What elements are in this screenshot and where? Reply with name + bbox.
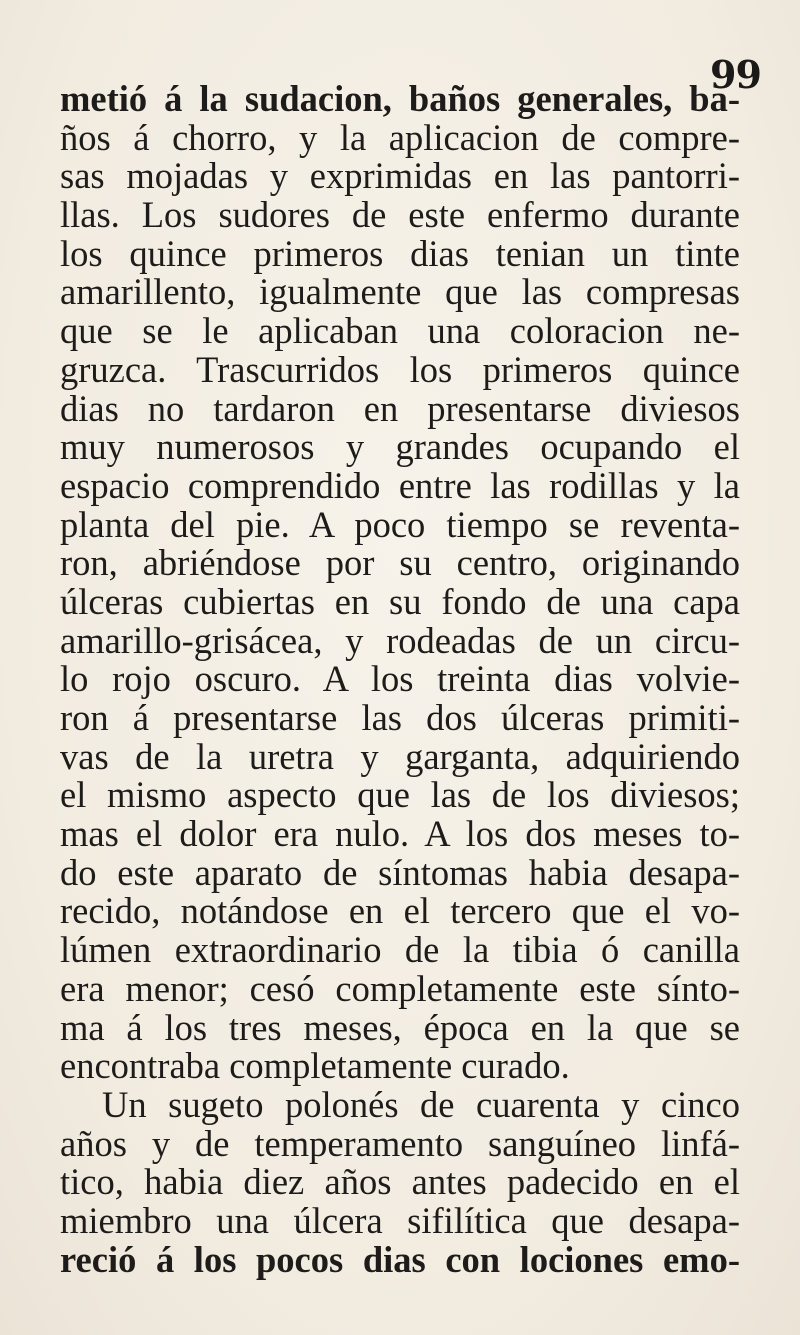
text-line: era menor; cesó completamente este sínto- xyxy=(60,967,740,1009)
text-line: lúmen extraordinario de la tibia ó canilla xyxy=(60,929,740,971)
text-line: reció á los pocos dias con lociones emo- xyxy=(60,1238,740,1280)
text-line: sas mojadas y exprimidas en las pantorri- xyxy=(60,155,740,197)
text-line: llas. Los sudores de este enfermo durante xyxy=(60,194,740,236)
text-line: úlceras cubiertas en su fondo de una capa xyxy=(60,580,740,622)
text-line: espacio comprendido entre las rodillas y la xyxy=(60,464,740,506)
text-line: amarillento, igualmente que las compresas xyxy=(60,271,740,313)
text-line: los quince primeros dias tenian un tinte xyxy=(60,232,740,274)
text-line: lo rojo oscuro. A los treinta dias volvie- xyxy=(60,658,740,700)
text-line: miembro una úlcera sifilítica que desapa- xyxy=(60,1199,740,1241)
text-line: gruzca. Trascurridos los primeros quince xyxy=(60,348,740,390)
text-line: años y de temperamento sanguíneo linfá- xyxy=(60,1122,740,1164)
text-line: el mismo aspecto que las de los diviesos; xyxy=(60,774,740,816)
text-line: do este aparato de síntomas habia desapa- xyxy=(60,851,740,893)
page-number: 99 xyxy=(710,52,761,97)
body-text xyxy=(60,80,740,1279)
text-line: ron á presentarse las dos úlceras primiti- xyxy=(60,697,740,738)
text-line: ma á los tres meses, época en la que se xyxy=(60,1006,740,1048)
text-line: ños á chorro, y la aplicacion de compre- xyxy=(60,116,740,158)
text-line: planta del pie. A poco tiempo se reventa- xyxy=(60,503,740,545)
text-line: vas de la uretra y garganta, adquiriendo xyxy=(60,735,740,777)
text-line: recido, notándose en el tercero que el vo- xyxy=(60,890,740,932)
text-line: que se le aplicaban una coloracion ne- xyxy=(60,310,740,352)
text-line: ron, abriéndose por su centro, originando xyxy=(60,542,740,584)
text-line: metió á la sudacion, baños generales, ba- xyxy=(60,78,740,119)
text-line: Un sugeto polonés de cuarenta y cinco xyxy=(102,1083,740,1125)
text-line: amarillo-grisácea, y rodeadas de un circu- xyxy=(60,619,740,661)
text-line: tico, habia diez años antes padecido en el xyxy=(60,1161,740,1203)
text-line: muy numerosos y grandes ocupando el xyxy=(60,426,740,468)
text-line: encontraba completamente curado. xyxy=(60,1045,570,1087)
text-line: dias no tardaron en presentarse diviesos xyxy=(60,387,740,429)
text-line: mas el dolor era nulo. A los dos meses to- xyxy=(60,813,740,855)
